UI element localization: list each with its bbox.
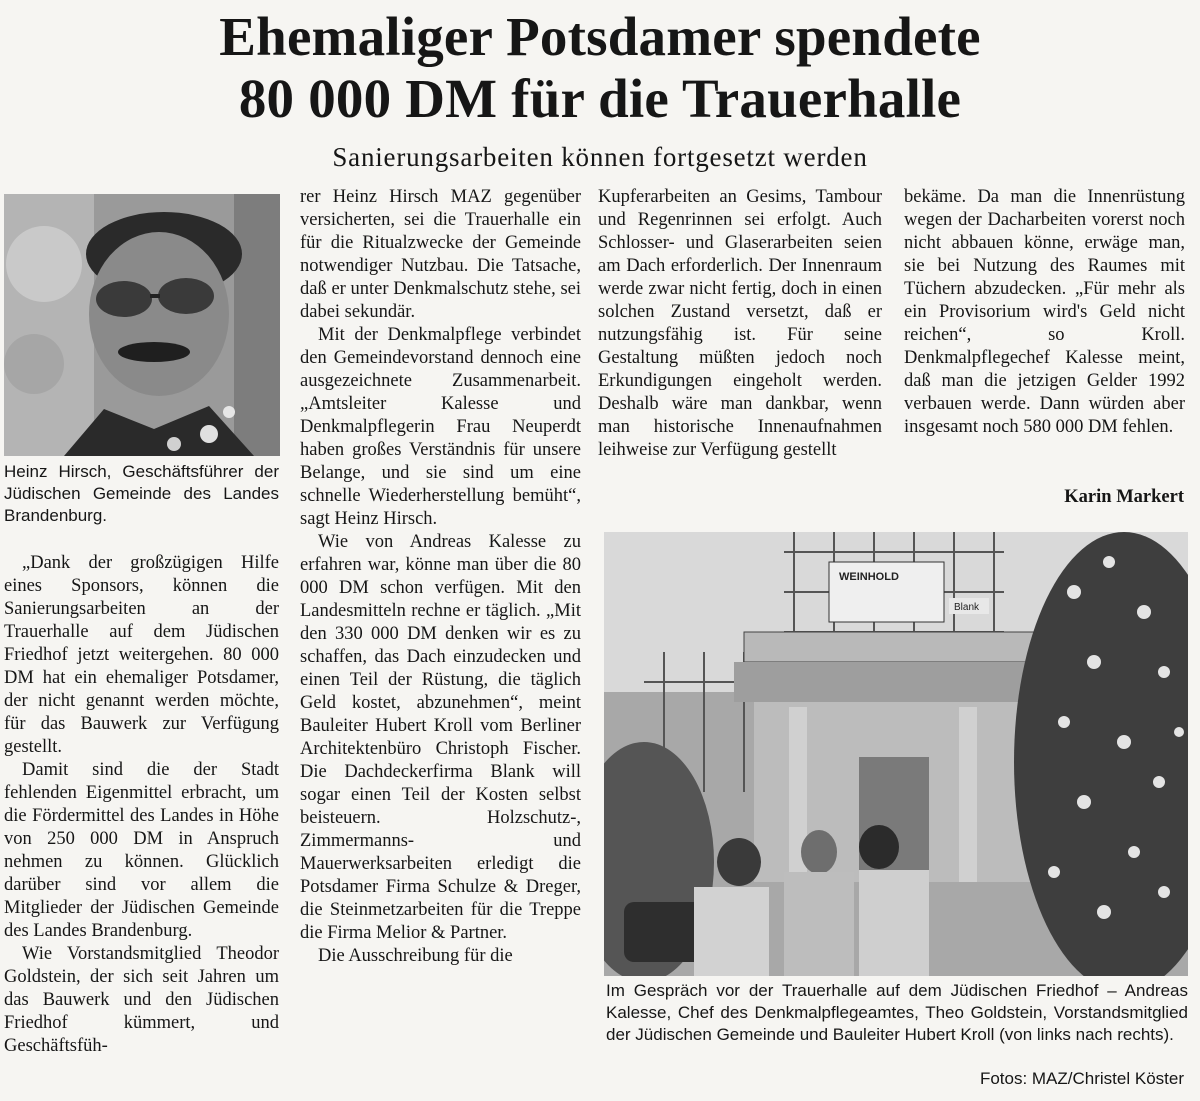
col2-paragraph-3: Wie von Andreas Kalesse zu erfahren war, könne man über die 80 000 DM schon verfügen. Mit den Landesmitteln rechne er täglich. „Mit den 330 000 DM denken wir es zu schaffen, das Dach einzudecken und einen Teil der Rüstung, die täglich Geld kostet, abzunehmen“, meint Bauleiter Hubert Kroll vom Berliner Architektenbüro Christoph Fischer. Die Dachdeckerfirma Blank will sogar einen Teil der Kosten selbst beisteuern. Holzschutz-, Zimmermanns- und Mauerwerksarbeiten erledigt die Potsdamer Firma Schulze & Dreger, die Steinmetzarbeiten für die Treppe die Firma Melior & Partner. — [300, 532, 581, 943]
author-byline: Karin Markert — [1064, 487, 1184, 507]
col2-paragraph-2: Mit der Denkmalpflege verbindet den Gemeindevorstand dennoch eine ausgezeichnete Zusammenarbeit. „Amtsleiter Kalesse und Denkmalpflegerin Frau Neuperdt haben großes Verständnis für unsere Belange, und sie sind um eine schnelle Wiederherstellung bemüht“, sagt Heinz Hirsch. — [300, 325, 581, 529]
portrait-photo — [4, 194, 280, 456]
col4-paragraph-1: bekäme. Da man die Innenrüstung wegen der Dacharbeiten vorerst noch nicht abbauen könne, erwäge man, sie bei Nutzung des Raumes mit Tüchern abzudecken. „Für mehr als ein Provisorium wird's Geld nicht reichen“, so Kroll. Denkmalpflegechef Kalesse meint, daß man die jetzigen Gelder 1992 verbauen werde. Dann würden aber insgesamt noch 580 000 DM fehlen. — [904, 187, 1185, 437]
column-3 — [598, 186, 882, 462]
photo-caption — [606, 980, 1188, 1046]
col2-paragraph-4: Die Ausschreibung für die — [318, 946, 513, 966]
portrait-caption — [4, 461, 279, 527]
sign-text-blank: Blank — [954, 602, 980, 613]
column-1 — [4, 552, 279, 1058]
headline-line-2: 80 000 DM für die Trauerhalle — [238, 68, 962, 129]
subheadline: Sanierungsarbeiten können fortgesetzt werden — [332, 142, 868, 172]
photo-caption-text: Im Gespräch vor der Trauerhalle auf dem Jüdischen Friedhof – Andreas Kalesse, Chef des Denkmalpflegeamtes, Theo Goldstein, Vorstandsmitglied der Jüdischen Gemeinde und Bauleiter Hubert Kroll (von links nach rechts). — [606, 981, 1188, 1044]
sign-text-weinhold: WEINHOLD — [839, 571, 899, 583]
portrait-caption-text: Heinz Hirsch, Geschäftsführer der Jüdischen Gemeinde des Landes Brandenburg. — [4, 462, 279, 525]
col1-paragraph-3: Wie Vorstandsmitglied Theodor Goldstein, der sich seit Jahren um das Bauwerk und den Jüdischen Friedhof kümmert, und Geschäftsfüh- — [4, 944, 279, 1056]
col1-paragraph-1: „Dank der großzügigen Hilfe eines Sponsors, können die Sanierungsarbeiten an der Trauerhalle auf dem Jüdischen Friedhof jetzt weitergehen. 80 000 DM hat ein ehemaliger Potsdamer, der nicht genannt werden möchte, für das Bauwerk zur Verfügung gestellt. — [4, 553, 279, 757]
building-photo — [604, 532, 1188, 976]
headline-line-1: Ehemaliger Potsdamer spendete — [219, 6, 981, 67]
photo-credit: Fotos: MAZ/Christel Köster — [979, 1069, 1184, 1088]
column-4 — [904, 186, 1185, 439]
column-2 — [300, 186, 581, 968]
headline — [0, 6, 1200, 130]
col2-paragraph-1: rer Heinz Hirsch MAZ gegenüber versicherten, sei die Trauerhalle ein für die Ritualzwecke der Gemeinde notwendiger Nutzbau. Die Tatsache, daß er unter Denkmalschutz stehe, sei dabei sekundär. — [300, 187, 581, 322]
col1-paragraph-2: Damit sind die der Stadt fehlenden Eigenmittel erbracht, um die Fördermittel des Landes in Höhe von 250 000 DM in Anspruch nehmen zu können. Glücklich darüber sind vor allem die Mitglieder der Jüdischen Gemeinde des Landes Brandenburg. — [4, 760, 279, 941]
col3-paragraph-1: Kupferarbeiten an Gesims, Tambour und Regenrinnen sei erfolgt. Auch Schlosser- und Glaserarbeiten seien am Dach erforderlich. Der Innenraum werde zwar nicht fertig, doch in einen solchen Zustand versetzt, daß er nutzungsfähig ist. Für seine Gestaltung müßten jedoch noch Erkundigungen eingeholt werden. Deshalb wäre man dankbar, wenn man historische Innenaufnahmen leihweise zur Verfügung gestellt — [598, 187, 882, 460]
